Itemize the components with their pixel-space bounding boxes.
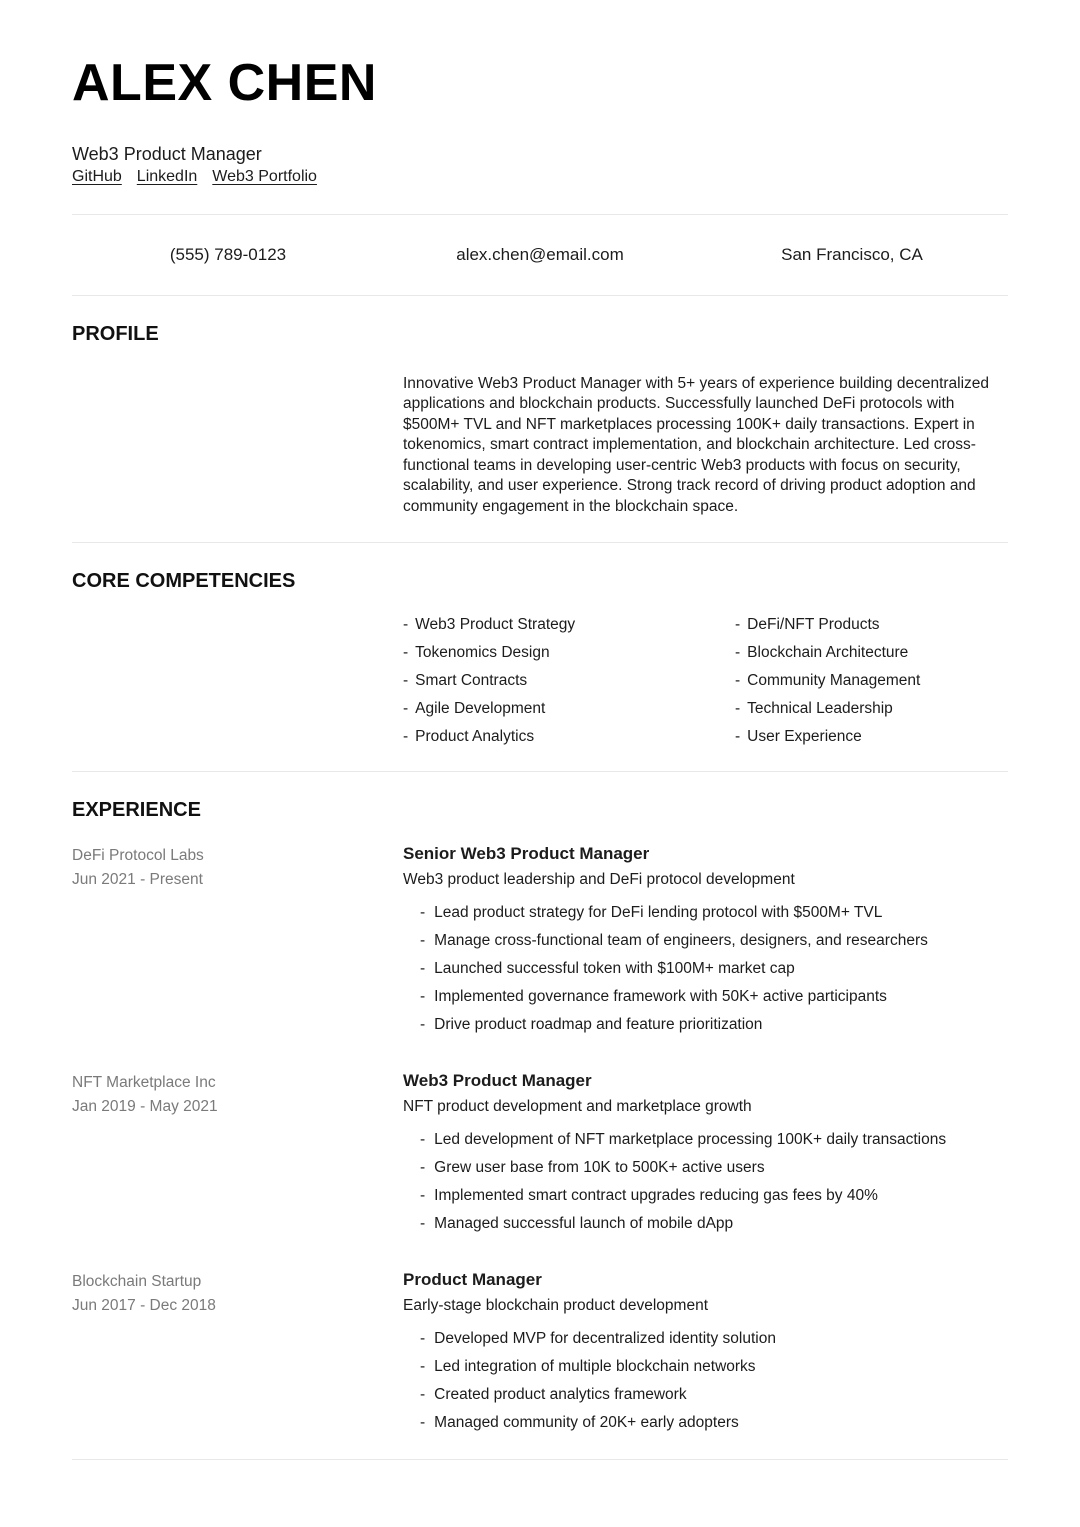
job-entry [72,1071,1008,1242]
contact-row [72,215,1008,295]
job-bullet: - Created product analytics framework [420,1385,1008,1405]
job-subtitle: Web3 product leadership and DeFi protocol development [403,871,795,889]
profile-section [72,296,1008,543]
job-bullet: - Led integration of multiple blockchain networks [420,1357,1008,1377]
competency-item: - User Experience [735,727,1008,747]
job-company: NFT Marketplace Inc [72,1074,216,1092]
competencies-column-1 [403,615,735,755]
profile-left-spacer [72,374,403,518]
competency-item: - Tokenomics Design [403,643,735,663]
competencies-left-spacer [72,615,403,755]
job-content [403,844,1008,1043]
job-meta [72,1071,403,1242]
job-bullet: - Manage cross-functional team of engineers, designers, and researchers [420,931,1008,951]
contact-email: alex.chen@email.com [456,244,624,264]
job-list [72,844,1008,1441]
job-bullet: - Implemented smart contract upgrades reducing gas fees by 40% [420,1186,1008,1206]
job-dates: Jun 2017 - Dec 2018 [72,1297,216,1315]
job-bullet: - Drive product roadmap and feature prioritization [420,1015,1008,1035]
competency-item: - Technical Leadership [735,699,1008,719]
job-subtitle: Early-stage blockchain product development [403,1297,709,1315]
profile-heading: PROFILE [72,322,159,345]
job-bullet: - Led development of NFT marketplace processing 100K+ daily transactions [420,1130,1008,1150]
header [72,56,1008,187]
competency-item: - Product Analytics [403,727,735,747]
candidate-name: ALEX CHEN [72,54,377,112]
job-subtitle: NFT product development and marketplace growth [403,1098,752,1116]
experience-section [72,772,1008,1441]
header-link[interactable]: LinkedIn [136,167,198,185]
competency-item: - Smart Contracts [403,671,735,691]
competency-item: - Agile Development [403,699,735,719]
job-bullet: - Developed MVP for decentralized identity solution [420,1329,1008,1349]
contact-phone: (555) 789-0123 [169,244,287,264]
job-meta [72,844,403,1043]
job-bullets [403,903,1008,1035]
job-dates: Jan 2019 - May 2021 [72,1098,218,1116]
competencies-column-2 [735,615,1008,755]
profile-text: Innovative Web3 Product Manager with 5+ years of experience building decentralized applications and blockchain products. Successfully launched DeFi protocols with $500M+ TVL and NFT marketplaces processing 100K+ daily transactions. Expert in tokenomics, smart contract implementation, and blockchain architecture. Led cross-functional teams in developing user-centric Web3 products with focus on security, scalability, and user experience. Strong track record of driving product adoption and community engagement in the blockchain space. [403,374,990,515]
competencies-heading: CORE COMPETENCIES [72,570,296,593]
job-content [403,1071,1008,1242]
job-company: Blockchain Startup [72,1273,202,1291]
competencies-grid [403,615,1008,755]
divider-experience [72,1459,1008,1460]
job-meta [72,1270,403,1441]
job-bullet: - Lead product strategy for DeFi lending protocol with $500M+ TVL [420,903,1008,923]
job-company: DeFi Protocol Labs [72,847,204,865]
job-role: Senior Web3 Product Manager [403,844,650,864]
job-dates: Jun 2021 - Present [72,871,203,889]
competency-item: - DeFi/NFT Products [735,615,1008,635]
job-bullets [403,1130,1008,1234]
job-bullet: - Implemented governance framework with 50K+ active participants [420,987,1008,1007]
candidate-title: Web3 Product Manager [72,143,262,164]
job-entry [72,844,1008,1043]
competency-item: - Web3 Product Strategy [403,615,735,635]
experience-heading: EXPERIENCE [72,799,201,822]
competency-item: - Blockchain Architecture [735,643,1008,663]
job-bullet: - Launched successful token with $100M+ market cap [420,959,1008,979]
job-role: Web3 Product Manager [403,1071,592,1091]
job-bullets [403,1329,1008,1433]
job-content [403,1270,1008,1441]
competencies-section [72,543,1008,771]
contact-location: San Francisco, CA [781,244,923,264]
competency-item: - Community Management [735,671,1008,691]
job-entry [72,1270,1008,1441]
header-link[interactable]: Web3 Portfolio [212,167,317,185]
header-link[interactable]: GitHub [72,167,122,185]
job-bullet: - Grew user base from 10K to 500K+ active users [420,1158,1008,1178]
job-role: Product Manager [403,1270,542,1290]
header-links [72,167,1008,187]
job-bullet: - Managed community of 20K+ early adopters [420,1413,1008,1433]
job-bullet: - Managed successful launch of mobile dApp [420,1214,1008,1234]
